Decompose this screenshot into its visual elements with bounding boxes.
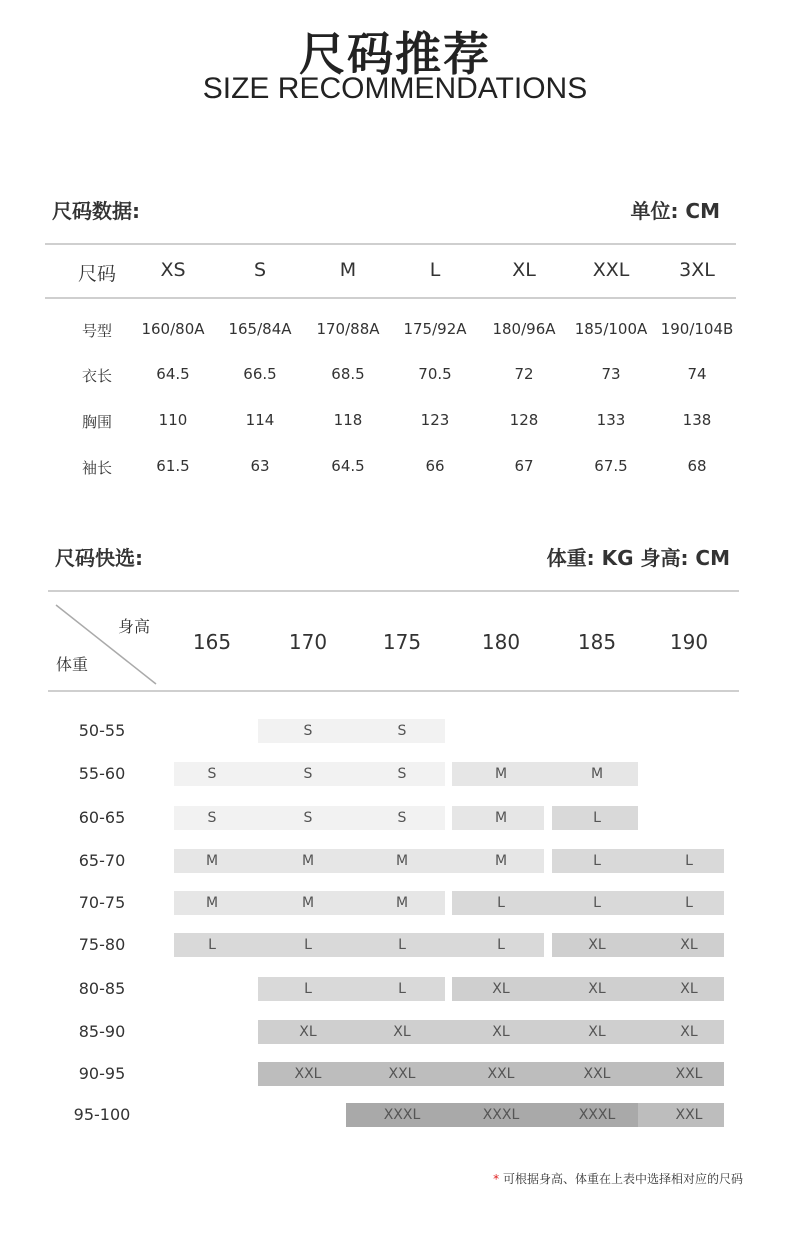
size-bar [174, 933, 544, 957]
size-cell: 64.5 [331, 457, 365, 475]
size-bar [174, 891, 445, 915]
size-cell: XL [588, 1024, 606, 1040]
size-cell: 160/80A [141, 320, 205, 338]
size-cell: 118 [333, 411, 363, 429]
size-cell: L [304, 981, 312, 997]
size-header-5: XXL [592, 259, 630, 281]
size-header-0: XS [160, 259, 186, 281]
size-cell: XXL [388, 1066, 416, 1082]
size-cell: 68 [687, 457, 707, 475]
weight-label: 60-65 [78, 808, 126, 827]
size-cell: M [395, 853, 409, 869]
size-cell: M [494, 766, 508, 782]
size-cell: S [303, 810, 313, 826]
size-cell: 190/104B [660, 320, 734, 338]
size-cell: XL [588, 981, 606, 997]
size-cell: XXXL [383, 1107, 421, 1123]
size-cell: M [301, 895, 315, 911]
size-cell: L [208, 937, 216, 953]
size-cell: XXXL [482, 1107, 520, 1123]
size-bar [452, 891, 724, 915]
size-row-label: 号型 [81, 322, 112, 340]
size-header-4: XL [512, 259, 536, 281]
height-header-4: 185 [577, 630, 617, 654]
size-cell: XXL [487, 1066, 515, 1082]
size-cell: 114 [245, 411, 275, 429]
quick-select-unit: 体重: KG 身高: CM [546, 546, 730, 570]
height-header-0: 165 [192, 630, 232, 654]
size-cell: 74 [687, 365, 707, 383]
footnote-text: 可根据身高、体重在上表中选择相对应的尺码 [502, 1172, 743, 1186]
size-bar [346, 1103, 638, 1127]
size-cell: XXL [583, 1066, 611, 1082]
corner-height-label: 身高 [118, 617, 151, 636]
footnote [493, 1170, 743, 1187]
size-cell: S [303, 723, 313, 739]
size-cell: 67 [514, 457, 534, 475]
size-bar [552, 806, 638, 830]
quick-header-divider [48, 690, 739, 692]
size-cell: L [593, 810, 601, 826]
size-bar [258, 1020, 724, 1044]
footnote-star: * [493, 1172, 500, 1186]
size-cell: 138 [682, 411, 712, 429]
table-top-divider [45, 243, 736, 245]
size-cell: 180/96A [492, 320, 556, 338]
size-cell: 73 [601, 365, 621, 383]
size-cell: S [397, 810, 407, 826]
height-header-1: 170 [288, 630, 328, 654]
size-data-unit: 单位: CM [630, 199, 720, 223]
weight-label: 75-80 [78, 935, 126, 954]
size-cell: 64.5 [156, 365, 190, 383]
size-cell: M [205, 895, 219, 911]
size-cell: 66 [425, 457, 445, 475]
size-header-3: L [429, 259, 441, 281]
size-header-6: 3XL [679, 259, 715, 281]
size-header-2: M [339, 259, 357, 281]
size-cell: M [494, 853, 508, 869]
size-bar [174, 806, 445, 830]
weight-label: 85-90 [78, 1022, 126, 1041]
size-bar [258, 719, 445, 743]
size-cell: 72 [514, 365, 534, 383]
size-cell: S [397, 766, 407, 782]
size-bar [452, 806, 544, 830]
size-cell: L [593, 853, 601, 869]
size-cell: L [398, 981, 406, 997]
size-cell: S [207, 810, 217, 826]
height-header-2: 175 [382, 630, 422, 654]
size-bar [552, 849, 724, 873]
size-cell: L [685, 853, 693, 869]
size-row-label: 胸围 [81, 413, 112, 431]
size-cell: S [397, 723, 407, 739]
size-bar [174, 762, 445, 786]
size-cell: 165/84A [228, 320, 292, 338]
size-cell: 185/100A [574, 320, 648, 338]
weight-label: 90-95 [78, 1064, 126, 1083]
size-bar [452, 977, 724, 1001]
size-cell: 70.5 [418, 365, 452, 383]
size-cell: XL [393, 1024, 411, 1040]
size-header-1: S [253, 259, 267, 281]
weight-label: 65-70 [78, 851, 126, 870]
size-cell: XL [680, 981, 698, 997]
size-cell: M [301, 853, 315, 869]
size-cell: 66.5 [243, 365, 277, 383]
size-cell: L [497, 937, 505, 953]
size-cell: L [497, 895, 505, 911]
size-bar [638, 1103, 724, 1127]
size-cell: XL [680, 937, 698, 953]
weight-label: 50-55 [78, 721, 126, 740]
size-bar [552, 933, 724, 957]
size-cell: XL [492, 981, 510, 997]
weight-label: 80-85 [78, 979, 126, 998]
size-cell: 128 [509, 411, 539, 429]
size-cell: 133 [596, 411, 626, 429]
weight-label: 70-75 [78, 893, 126, 912]
size-bar [258, 1062, 724, 1086]
size-cell: 123 [420, 411, 450, 429]
size-cell: S [303, 766, 313, 782]
height-header-5: 190 [669, 630, 709, 654]
page-title: 尺码推荐 [299, 27, 491, 81]
table-header-divider [45, 297, 736, 299]
size-cell: 61.5 [156, 457, 190, 475]
size-cell: XL [299, 1024, 317, 1040]
size-cell: M [494, 810, 508, 826]
height-header-3: 180 [481, 630, 521, 654]
quick-select-title: 尺码快选: [55, 546, 143, 570]
size-cell: XXL [675, 1066, 703, 1082]
size-cell: L [304, 937, 312, 953]
corner-weight-label: 体重 [56, 655, 89, 674]
size-cell: 175/92A [403, 320, 467, 338]
size-cell: 110 [158, 411, 188, 429]
size-cell: L [593, 895, 601, 911]
size-cell: 63 [250, 457, 270, 475]
size-cell: M [395, 895, 409, 911]
size-cell: 67.5 [594, 457, 628, 475]
size-cell: XL [680, 1024, 698, 1040]
size-bar [174, 849, 544, 873]
quick-top-divider [48, 590, 739, 592]
size-cell: XXL [294, 1066, 322, 1082]
weight-label: 95-100 [73, 1105, 131, 1124]
size-cell: XL [588, 937, 606, 953]
size-bar [452, 762, 638, 786]
size-cell: 170/88A [316, 320, 380, 338]
size-cell: M [205, 853, 219, 869]
size-cell: M [590, 766, 604, 782]
size-cell: L [685, 895, 693, 911]
size-row-label: 衣长 [81, 367, 112, 385]
weight-label: 55-60 [78, 764, 126, 783]
size-cell: XXL [675, 1107, 703, 1123]
size-cell: XL [492, 1024, 510, 1040]
size-cell: L [398, 937, 406, 953]
size-data-title: 尺码数据: [52, 199, 140, 223]
size-header-label: 尺码 [77, 263, 116, 285]
size-row-label: 袖长 [81, 459, 112, 477]
page-subtitle: SIZE RECOMMENDATIONS [202, 72, 588, 105]
size-cell: 68.5 [331, 365, 365, 383]
size-cell: S [207, 766, 217, 782]
size-cell: XXXL [578, 1107, 616, 1123]
size-bar [258, 977, 445, 1001]
